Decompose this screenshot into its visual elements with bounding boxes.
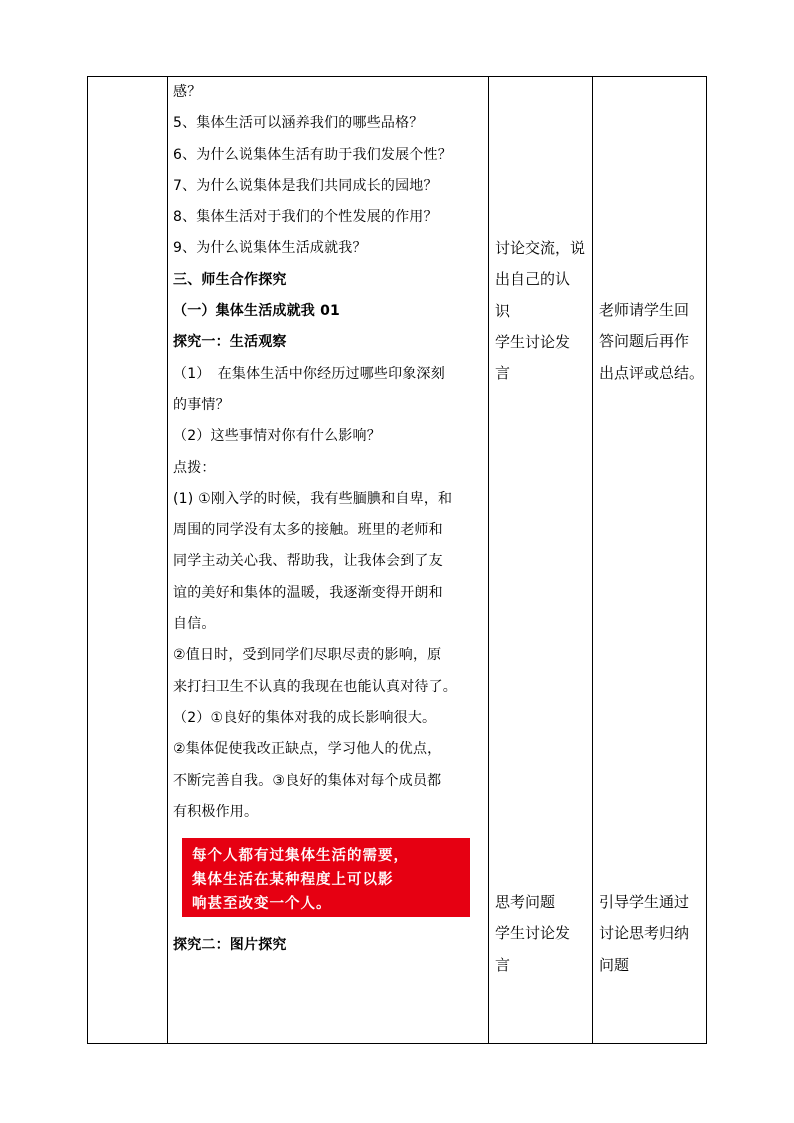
activity-line: 言 <box>495 364 511 383</box>
activity-line: 讨论交流，说 <box>495 239 586 257</box>
student-activity-block-2 <box>495 887 590 981</box>
activity-line: 出自己的认 <box>495 270 571 289</box>
text-line: 谊的美好和集体的温暖，我逐渐变得开朗和 <box>173 584 443 601</box>
activity-line: 学生讨论发 <box>495 924 571 943</box>
teacher-activity-block-2 <box>599 887 705 981</box>
teacher-activity-block-1 <box>599 295 705 389</box>
subsection-heading: （一）集体生活成就我 01 <box>173 303 340 320</box>
text-line: 感？ <box>173 84 202 100</box>
text-line: （1） 在集体生活中你经历过哪些印象深刻 <box>173 365 445 382</box>
text-line: 来打扫卫生不认真的我现在也能认真对待了。 <box>173 678 457 695</box>
column-divider-2 <box>488 76 489 1044</box>
text-line: ②值日时，受到同学们尽职尽责的影响，原 <box>173 647 442 664</box>
column-divider-1 <box>167 76 168 1044</box>
question-7: 7、为什么说集体是我们共同成长的园地？ <box>173 177 438 194</box>
banner-line: 响甚至改变一个人。 <box>192 895 332 912</box>
question-9: 9、为什么说集体生活成就我？ <box>173 240 367 257</box>
section-heading: 三、师生合作探究 <box>173 271 287 288</box>
text-line: 有积极作用。 <box>173 803 259 820</box>
text-line: (1) ①刚入学的时候，我有些腼腆和自卑，和 <box>173 490 453 507</box>
activity-line: 问题 <box>599 955 630 974</box>
text-line: （2）①良好的集体对我的成长影响很大。 <box>173 709 437 726</box>
question-6: 6、为什么说集体生活有助于我们发展个性？ <box>173 146 452 163</box>
activity-line: 言 <box>495 955 511 974</box>
text-line: 周围的同学没有太多的接触。班里的老师和 <box>173 522 443 539</box>
text-line: 的事情？ <box>173 396 230 413</box>
column-divider-3 <box>592 76 593 1044</box>
explore-2-heading: 探究二：图片探究 <box>173 937 287 953</box>
activity-line: 讨论思考归纳 <box>599 924 690 943</box>
activity-line: 引导学生通过 <box>599 893 690 911</box>
explore-1-heading: 探究一：生活观察 <box>173 334 287 351</box>
activity-line: 老师请学生回 <box>599 301 690 319</box>
question-8: 8、集体生活对于我们的个性发展的作用？ <box>173 209 438 226</box>
teaching-content-column <box>173 77 485 828</box>
banner-line: 集体生活在某种程度上可以影 <box>192 871 394 888</box>
text-line: （2）这些事情对你有什么影响？ <box>173 428 381 445</box>
hint-label: 点拨： <box>173 459 216 476</box>
activity-line: 思考问题 <box>495 893 556 911</box>
text-line: ②集体促使我改正缺点，学习他人的优点， <box>173 741 442 758</box>
activity-line: 学生讨论发 <box>495 332 571 351</box>
activity-line: 识 <box>495 301 511 320</box>
question-5: 5、集体生活可以涵养我们的哪些品格？ <box>173 115 424 132</box>
student-activity-block-1 <box>495 233 590 389</box>
text-line: 不断完善自我。③良好的集体对每个成员都 <box>173 772 442 789</box>
text-line: 自信。 <box>173 616 216 633</box>
banner-line: 每个人都有过集体生活的需要， <box>192 847 409 864</box>
activity-line: 答问题后再作 <box>599 332 690 351</box>
activity-line: 出点评或总结。 <box>599 363 705 382</box>
quote-banner <box>182 838 470 917</box>
text-line: 同学主动关心我、帮助我，让我体会到了友 <box>173 553 443 570</box>
